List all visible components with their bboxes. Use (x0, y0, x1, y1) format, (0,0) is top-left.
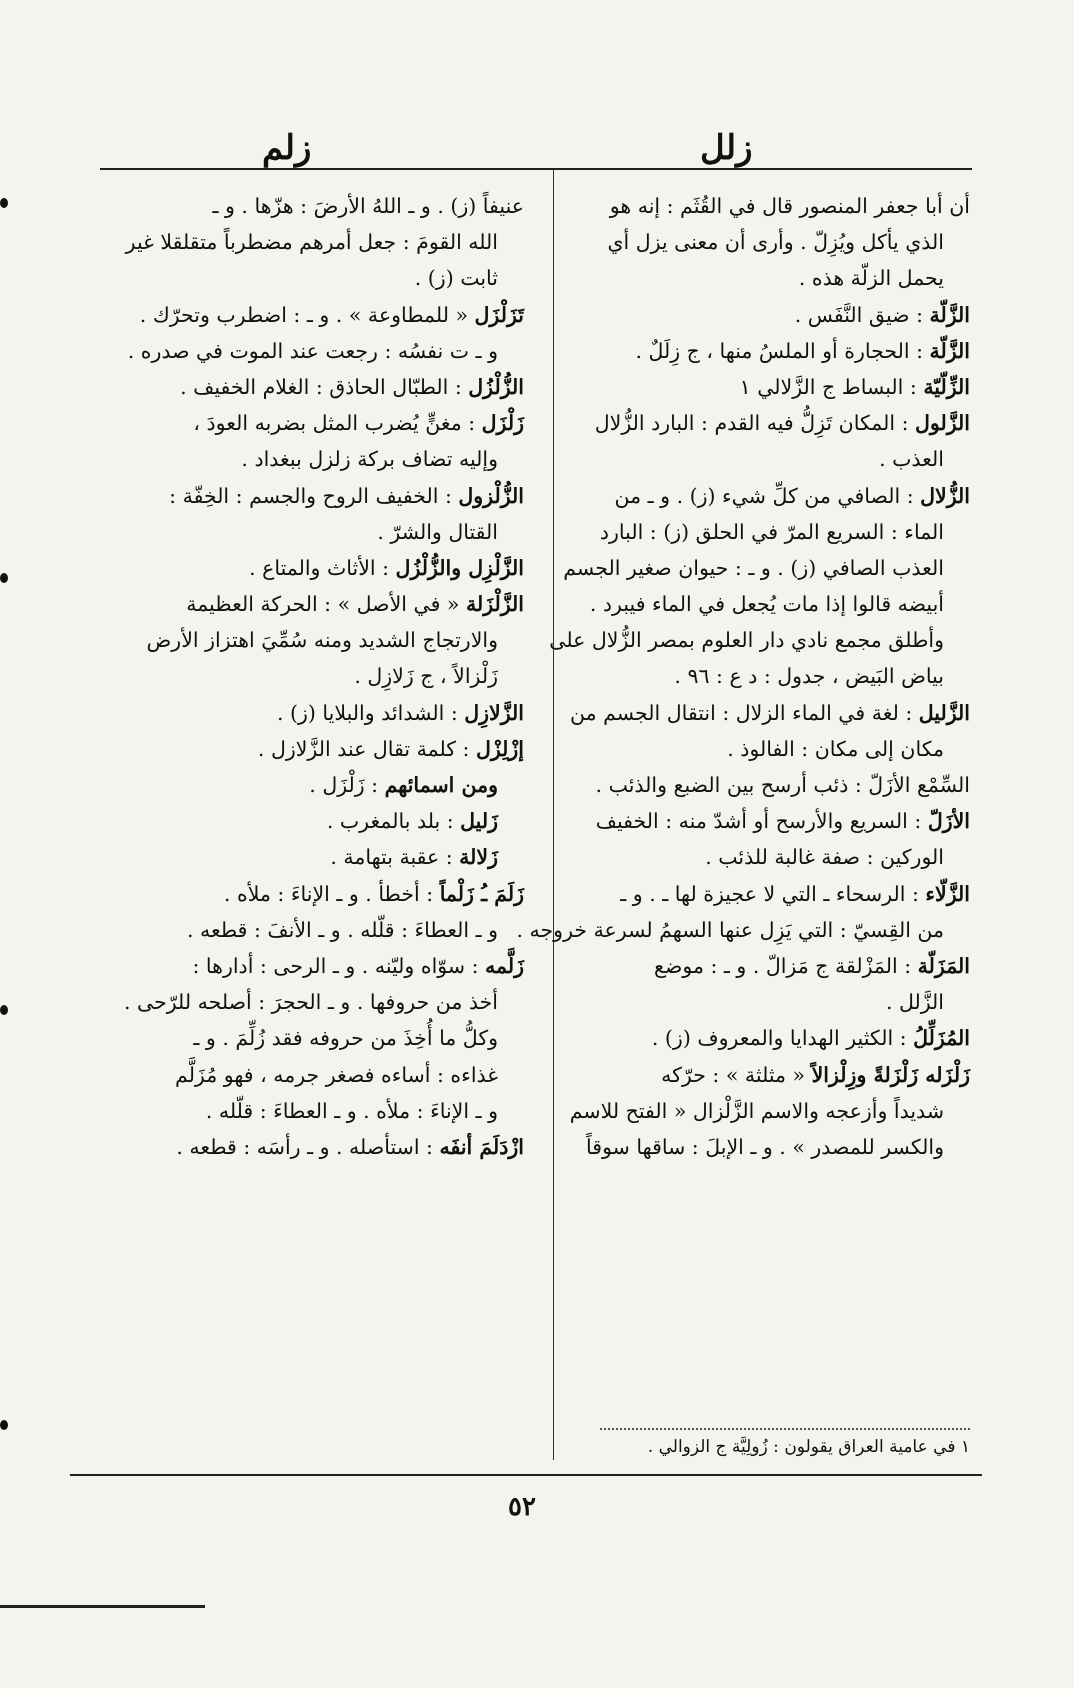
right-column (516, 188, 970, 1165)
definition-text: وكلُّ ما أُخِذَ من حروفه فقد زُلِّمَ . و ـ (193, 1026, 498, 1051)
headword: الزَّليل (918, 700, 970, 725)
entry-line (560, 514, 970, 550)
bottom-rule (70, 1474, 982, 1476)
definition-text: : البساط ج الزَّلالي ١ (739, 374, 924, 399)
headword: المُزَلِّلُ (913, 1026, 970, 1051)
headword: الزُّلْزُل (468, 374, 524, 399)
definition-text: وإليه تضاف بركة زلزل ببغداد . (241, 447, 498, 472)
headword: ومن اسمائهم (384, 773, 498, 797)
entry-line (94, 948, 524, 984)
definition-text: : المَزْلقة ج مَزالّ . و ـ : موضع (654, 953, 918, 978)
entry-line (94, 803, 524, 839)
definition-text: من القِسيّ : التي يَزِل عنها السهمُ لسرعة خروجه . (516, 917, 944, 942)
definition-text: والارتجاج الشديد ومنه سُمِّيَ اهتزاز الأرض (146, 628, 498, 653)
definition-text: والكسر للمصدر » . و ـ الإبلَ : ساقها سوقاً (586, 1134, 944, 1159)
definition-text: أخذ من حروفها . و ـ الحجرَ : أصلحه للرّحى . (123, 990, 498, 1015)
definition-text: السِّمْع الأزَلّ : ذئب أرسح بين الضبع والذئب . (595, 773, 970, 797)
entry-line (560, 188, 970, 224)
entry-line (560, 369, 970, 405)
scan-speck (0, 1005, 8, 1015)
entry-line (94, 876, 524, 912)
definition-text: عنيفاً (ز) . و ـ اللهُ الأرضَ : هزّها . و ـ (212, 194, 524, 218)
definition-text: « للمطاوعة » . و ـ : اضطرب وتحرّك . (139, 302, 475, 327)
entry-line (560, 550, 970, 586)
headword: زَلالة (459, 845, 498, 870)
headword: إزْلِزْل (475, 736, 524, 761)
definition-text: : أخطأ . و ـ الإناءَ : ملأه . (223, 881, 440, 906)
entry-line (560, 803, 970, 839)
scan-speck (0, 198, 8, 208)
definition-text: زَلْزالاً ، ج زَلازِل . (354, 664, 498, 689)
entry-line (560, 984, 970, 1020)
definition-text: القتال والشرّ . (377, 519, 498, 544)
definition-text: : ضيق النَّفَس . (794, 302, 930, 327)
entry-line (560, 1057, 970, 1093)
entry-line (94, 188, 524, 224)
definition-text: مكان إلى مكان : الفالوذ . (727, 736, 944, 761)
definition-text: : سوّاه وليّنه . و ـ الرحى : أدارها : (192, 953, 485, 978)
definition-text: : بلد بالمغرب . (326, 809, 461, 834)
definition-text: بياض البَيض ، جدول : د ع : ٩٦ . (674, 664, 944, 689)
definition-text: : الطبّال الحاذق : الغلام الخفيف . (180, 374, 469, 399)
entry-line (560, 441, 970, 477)
definition-text: : الرسحاء ـ التي لا عجيزة لها ـ . و ـ (620, 881, 926, 906)
definition-text: العذب الصافي (ز) . و ـ : حيوان صغير الجسم (563, 555, 944, 580)
entry-line (94, 695, 524, 731)
definition-text: : استأصله . و ـ رأسَه : قطعه . (176, 1134, 440, 1159)
headword: زَلْزَله زَلْزَلةً وزِلْزالاً (811, 1062, 970, 1087)
headword: المَزَلّة (917, 953, 970, 978)
entry-line (94, 586, 524, 622)
headword: الزُّلال (920, 483, 970, 508)
entry-line (94, 912, 524, 948)
entry-line (560, 333, 970, 369)
entry-line (560, 405, 970, 441)
definition-text: : الخفيف الروح والجسم : الخِفّة : (169, 483, 459, 508)
left-column-header: زلم (262, 128, 312, 168)
footnote-rule (600, 1428, 970, 1430)
header-rule (100, 168, 972, 170)
entry-line (94, 658, 524, 694)
column-divider (553, 170, 554, 1460)
headword: زَليل (460, 809, 498, 834)
headword: زَلَمَ ـُ زَلْماً (439, 881, 524, 906)
entry-line (94, 224, 524, 260)
headword: الزَّلازِل (464, 700, 524, 725)
definition-text: : لغة في الماء الزلال : انتقال الجسم من (570, 700, 919, 725)
definition-text: : الحجارة أو الملسُ منها ، ج زِلَلٌ . (635, 338, 930, 363)
scan-speck (0, 573, 8, 583)
entry-line (560, 224, 970, 260)
entry-line (516, 912, 970, 948)
page-number: ٥٢ (508, 1492, 536, 1522)
entry-line (94, 478, 524, 514)
headword: الزَّلّة (929, 338, 970, 363)
definition-text: « في الأصل » : الحركة العظيمة (186, 592, 466, 617)
definition-text: : الصافي من كلِّ شيء (ز) . و ـ من (614, 483, 921, 508)
headword: الزَّلّة (929, 302, 970, 327)
definition-text: وأطلق مجمع نادي دار العلوم بمصر الزُّلال على (549, 628, 944, 653)
definition-text: أن أبا جعفر المنصور قال في القُثَم : إنه هو (609, 194, 970, 218)
headword: الزَّلّاء (925, 881, 970, 906)
entry-line (94, 839, 524, 875)
footnote: ١ في عامية العراق يقولون : زُولِيَّة ج الزوالي . (647, 1437, 970, 1457)
entry-line (94, 550, 524, 586)
entry-line (94, 1057, 524, 1093)
left-column (94, 188, 524, 1165)
definition-text: : المكان تَزِلُّ فيه القدم : البارد الزُّلال (594, 411, 916, 436)
headword: الزُّلْزول (458, 483, 524, 508)
definition-text: الوركين : صفة غالبة للذئب . (705, 845, 944, 870)
entry-line (560, 948, 970, 984)
definition-text: : زَلْزَل . (309, 773, 385, 797)
entry-line (560, 478, 970, 514)
definition-text: : الأثاث والمتاع . (249, 555, 396, 580)
headword: زَلْزَل (481, 411, 524, 436)
definition-text: أبيضه قالوا إذا مات يُجعل في الماء فيبرد . (589, 592, 944, 617)
entry-line (94, 260, 524, 296)
entry-line (94, 369, 524, 405)
definition-text: : كلمة تقال عند الزَّلازل . (257, 736, 476, 761)
entry-line (94, 333, 524, 369)
entry-line (560, 876, 970, 912)
headword: الزَّلول (915, 411, 970, 436)
entry-line (94, 731, 524, 767)
definition-text: : عقبة بتهامة . (330, 845, 460, 870)
entry-line (94, 441, 524, 477)
entry-line (94, 622, 524, 658)
scan-edge-line (0, 1605, 205, 1608)
headword: الزِّلّيّة (923, 374, 970, 399)
definition-text: الله القومَ : جعل أمرهم مضطرباً متقلقلا غير (125, 230, 498, 255)
entry-line (560, 731, 970, 767)
definition-text: : الكثير الهدايا والمعروف (ز) . (651, 1026, 914, 1051)
entry-line (94, 297, 524, 333)
headword: تَزَلْزَل (474, 302, 524, 327)
headword: الزَّلْزِل والزُّلْزُل (395, 555, 524, 580)
scan-speck (0, 1420, 8, 1430)
entry-line (560, 839, 970, 875)
definition-text: و ـ العطاءَ : قلّله . و ـ الأنفَ : قطعه . (186, 917, 498, 942)
entry-line (560, 767, 970, 803)
entry-line (560, 586, 970, 622)
definition-text: و ـ الإناءَ : ملأه . و ـ العطاءَ : قلّله . (205, 1098, 498, 1123)
entry-line (560, 1093, 970, 1129)
entry-line (94, 514, 524, 550)
entry-line (94, 1093, 524, 1129)
headword: الزَّلْزَلة (465, 592, 524, 617)
headword: زَلَّمه (485, 953, 524, 978)
entry-line (560, 260, 970, 296)
entry-line (560, 1020, 970, 1056)
definition-text: يحمل الزلّة هذه . (798, 266, 944, 291)
entry-line (560, 1129, 970, 1165)
entry-line (560, 658, 970, 694)
entry-line (560, 695, 970, 731)
definition-text: : الشدائد والبلايا (ز) . (276, 700, 465, 725)
headword: الأزَلّ (927, 809, 970, 834)
definition-text: غذاءه : أساءه فصغر جرمه ، فهو مُزَلَّم (175, 1062, 498, 1087)
right-column-header: زلل (700, 128, 753, 168)
entry-line (549, 622, 970, 658)
definition-text: الزَّلل . (885, 990, 944, 1015)
definition-text: « مثلثة » : حرّكه (661, 1062, 812, 1087)
definition-text: ثابت (ز) . (414, 266, 498, 291)
entry-line (94, 984, 524, 1020)
headword: ازْدَلَمَ أنفَه (439, 1134, 524, 1159)
entry-line (94, 1020, 524, 1056)
definition-text: و ـ ت نفسُه : رجعت عند الموت في صدره . (127, 338, 498, 363)
definition-text: الماء : السريع المرّ في الحلق (ز) : البارد (599, 519, 944, 544)
entry-line (94, 767, 524, 803)
entry-line (560, 297, 970, 333)
definition-text: : السريع والأرسح أو أشدّ منه : الخفيف (595, 809, 928, 834)
definition-text: شديداً وأزعجه والاسم الزَّلْزال « الفتح للاسم (569, 1098, 944, 1123)
entry-line (94, 1129, 524, 1165)
definition-text: العذب . (879, 447, 944, 472)
definition-text: : مغنٍّ يُضرب المثل بضربه العودَ ، (193, 411, 482, 436)
entry-line (94, 405, 524, 441)
definition-text: الذي يأكل ويُزِلّ . وأرى أن معنى يزل أي (607, 230, 944, 255)
